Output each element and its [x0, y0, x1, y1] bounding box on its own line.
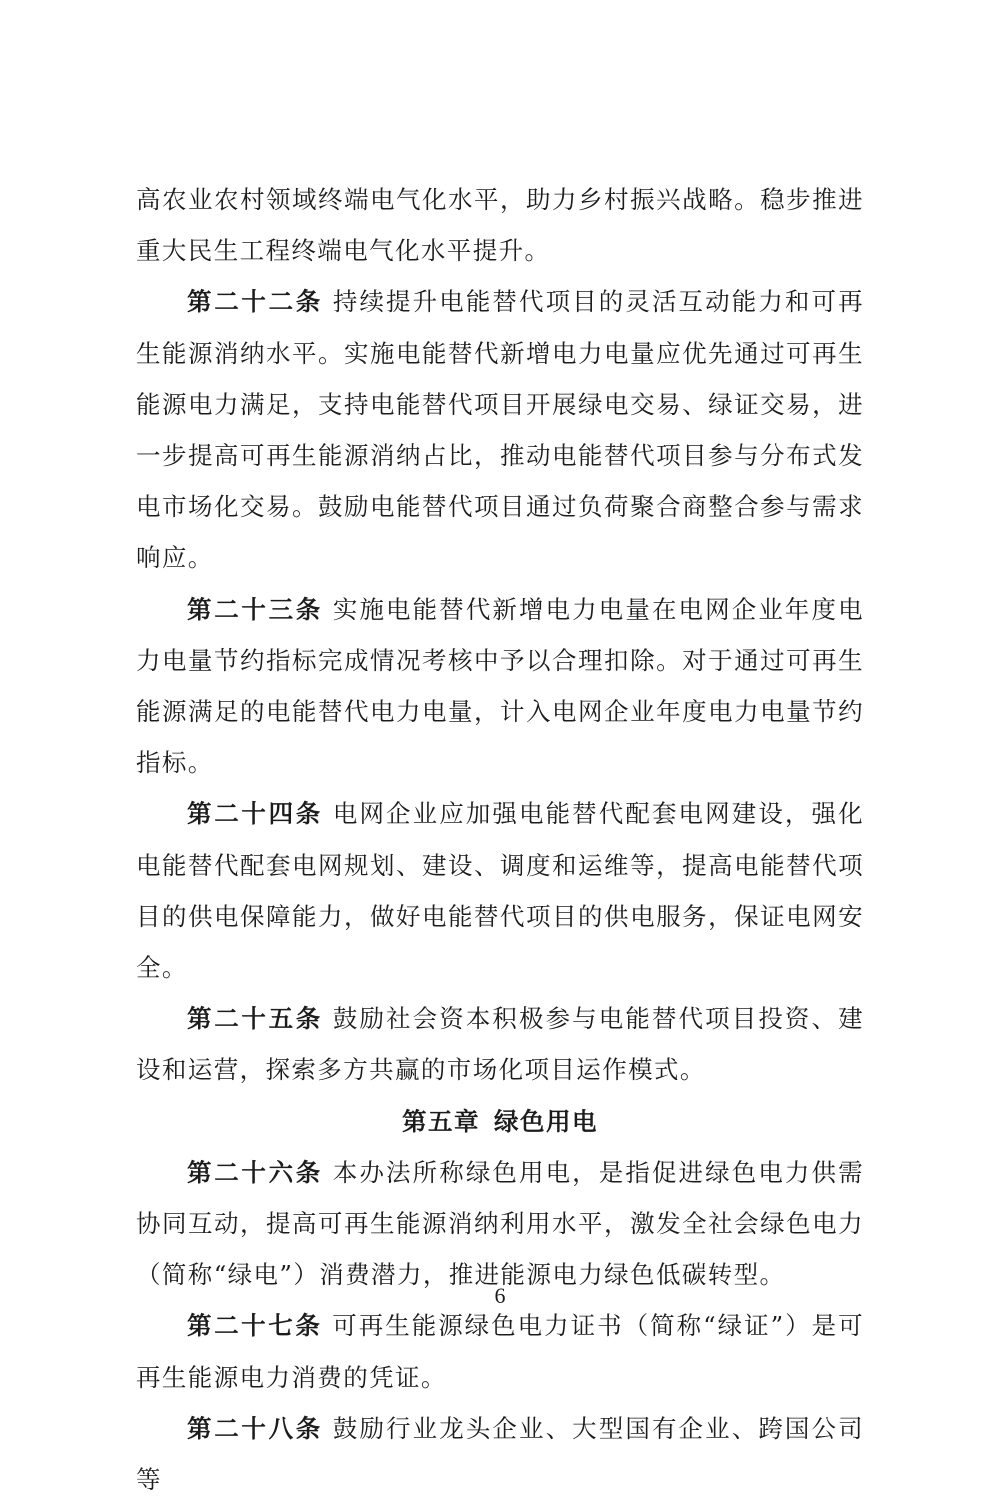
article-22	[136, 276, 864, 583]
article-text: 鼓励行业龙头企业、大型国有企业、跨国公司等	[136, 1413, 865, 1495]
article-24	[136, 788, 864, 993]
chapter-heading	[136, 1096, 864, 1147]
article-text: 本办法所称绿色用电，是指促进绿色电力供需协同互动，提高可再生能源消纳利用水平，激发全社会绿色电力（简称“绿电”）消费潜力，推进能源电力绿色低碳转型。	[136, 1157, 865, 1290]
article-26	[136, 1147, 864, 1301]
article-label: 第二十六条	[187, 1157, 323, 1187]
article-label: 第二十四条	[187, 799, 323, 829]
paragraph-continuation	[136, 174, 864, 276]
article-label: 第二十二条	[187, 287, 323, 317]
article-28	[136, 1403, 864, 1505]
page-number: 6	[494, 1283, 506, 1308]
article-text: 电网企业应加强电能替代配套电网建设，强化电能替代配套电网规划、建设、调度和运维等，提高电能替代项目的供电保障能力，做好电能替代项目的供电服务，保证电网安全。	[136, 799, 865, 983]
article-label: 第二十八条	[187, 1413, 323, 1443]
article-27	[136, 1300, 864, 1402]
article-23	[136, 584, 864, 789]
article-text: 可再生能源绿色电力证书（简称“绿证”）是可再生能源电力消费的凭证。	[136, 1311, 864, 1392]
chapter-title: 绿色用电	[494, 1106, 598, 1136]
chapter-number: 第五章	[402, 1106, 480, 1136]
article-text: 持续提升电能替代项目的灵活互动能力和可再生能源消纳水平。实施电能替代新增电力电量应优先通过可再生能源电力满足，支持电能替代项目开展绿电交易、绿证交易，进一步提高可再生能源消纳占比，推动电能替代项目参与分布式发电市场化交易。鼓励电能替代项目通过负荷聚合商整合参与需求响应。	[136, 287, 865, 573]
article-25	[136, 993, 864, 1095]
article-text: 实施电能替代新增电力电量在电网企业年度电力电量节约指标完成情况考核中予以合理扣除。对于通过可再生能源满足的电能替代电力电量，计入电网企业年度电力电量节约指标。	[136, 594, 865, 778]
article-label: 第二十五条	[187, 1004, 323, 1034]
article-label: 第二十七条	[187, 1311, 323, 1341]
article-label: 第二十三条	[187, 594, 323, 624]
article-text: 鼓励社会资本积极参与电能替代项目投资、建设和运营，探索多方共赢的市场化项目运作模式。	[136, 1004, 865, 1085]
paragraph-text: 高农业农村领域终端电气化水平，助力乡村振兴战略。稳步推进重大民生工程终端电气化水平提升。	[136, 185, 864, 266]
